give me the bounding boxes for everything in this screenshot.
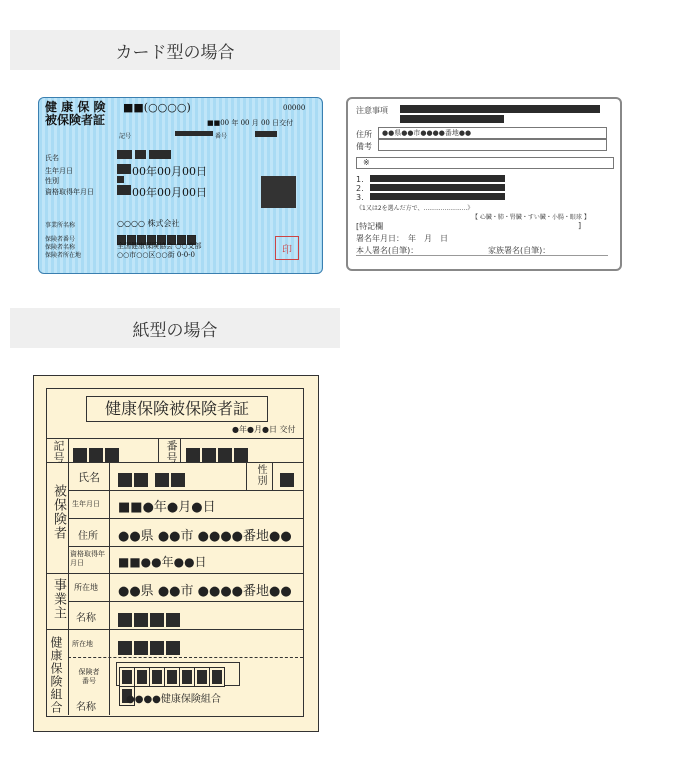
paper-issue-date: ●年●月●日 交付 (232, 425, 296, 434)
employer-label: 事業主 (51, 578, 66, 620)
paper-location-value: ●●県 ●●市 ●●●●番地●● (118, 584, 292, 599)
union-label: 健康保険組合 (49, 636, 63, 714)
office-label: 事業所名称 (45, 222, 76, 229)
paper-union-location-redacted (118, 637, 182, 656)
family-sign: 家族署名(自筆)： (488, 246, 551, 255)
card-number: 00000 (283, 104, 306, 112)
sex-redacted (117, 176, 124, 183)
qual-value: 00年00月00日 (132, 186, 207, 199)
card-front-image (38, 97, 323, 274)
birth-value: 00年00月00日 (132, 165, 207, 178)
paper-location-label: 所在地 (74, 583, 98, 592)
issue-date: ■■00 年 00 月 00 日交付 (207, 119, 294, 127)
paper-address-value: ●●県 ●●市 ●●●●番地●● (118, 529, 292, 544)
paper-insurer-no-boxes (116, 662, 240, 686)
paper-bango-label: 番号 (165, 440, 178, 464)
paper-emp-name-label: 名称 (76, 613, 96, 624)
name-redacted (117, 150, 132, 159)
insurer-name-value: 全国健康保険協会 ○○支部 (117, 242, 202, 250)
paper-union-name-label: 名称 (76, 702, 96, 713)
paper-emp-name-redacted (118, 609, 182, 628)
photo-area (261, 176, 296, 208)
insured-label: 被保険者 (51, 484, 66, 540)
office-value: ○○○○ 株式会社 (117, 219, 180, 228)
paper-bango-redacted (186, 444, 250, 463)
paper-birth-value: ■■●年●月●日 (118, 500, 216, 515)
notes-redacted (400, 105, 600, 113)
paper-name-label: 氏名 (78, 471, 100, 484)
insurer-no-label: 保険者番号 (45, 236, 76, 243)
paper-name-redacted (118, 469, 187, 488)
name-label: 氏名 (45, 154, 59, 162)
remarks-box (378, 139, 607, 151)
card-type-heading: カード型の場合 (10, 30, 340, 70)
bango-redacted (255, 131, 277, 137)
remarks-label: 備考 (356, 142, 372, 151)
paper-kigo-redacted (73, 444, 121, 463)
organs-list: 【 心臓・肺・腎臓・すい臓・小腸・眼球 】 (472, 214, 590, 221)
special-label: [特記欄 (356, 222, 384, 231)
card-back-image: 注意事項 住所 ●●県●●市●●●●番地●● 備考 ※ 1. 2. 3. 《1又は2を選んだ方で、.......................》 【 心臓・肺・腎臓・すい臓・小腸・眼球 】 [特記欄 ] 署名年月日： 年 月 日 本人署名(自筆)： 家族署名(自筆)： (346, 97, 622, 271)
bango-label: 番号 (215, 133, 228, 140)
paper-sex-label: 性別 (255, 464, 266, 486)
insurer-name-label: 保険者名称 (45, 244, 76, 251)
birth-label: 生年月日 (45, 167, 73, 175)
paper-insurer-no-label: 保険者番号 (78, 668, 100, 685)
paper-union-location-label: 所在地 (72, 640, 93, 648)
insurer-addr-value: ○○市○○区○○街 0-0-0 (117, 251, 195, 259)
address-label: 住所 (356, 130, 372, 139)
self-sign: 本人署名(自筆)： (356, 246, 419, 255)
kigo-redacted (175, 131, 213, 136)
seal-stamp: 印 (275, 236, 299, 260)
sex-label: 性別 (45, 177, 59, 185)
paper-birth-label: 生年月日 (72, 500, 100, 508)
paper-kigo-label: 記号 (52, 440, 65, 464)
asterisk-box: ※ (356, 157, 614, 169)
paper-qual-value: ■■●●年●●日 (118, 555, 207, 569)
notes-label: 注意事項 (356, 106, 388, 115)
choose-note: 《1又は2を選んだ方で、.......................》 (356, 205, 474, 212)
paper-type-image (33, 375, 319, 732)
address-value: ●●県●●市●●●●番地●● (378, 127, 607, 139)
kigo-label: 記号 (119, 133, 132, 140)
paper-type-heading: 紙型の場合 (10, 308, 340, 348)
paper-address-label: 住所 (78, 531, 98, 542)
insurer-addr-label: 保険者所在地 (45, 252, 82, 259)
paper-title: 健康保険被保険者証 (86, 396, 268, 422)
paper-qual-label: 資格取得年月日 (70, 550, 105, 567)
insurer-type: ■■(○○○○) (123, 101, 191, 114)
paper-sex-redacted (280, 469, 296, 488)
sign-date: 署名年月日： 年 月 日 (356, 234, 448, 243)
card-title: 健 康 保 険 被保険者証 (45, 100, 106, 127)
qual-label: 資格取得年月日 (45, 188, 94, 196)
paper-union-name-value: ●●●●健康保険組合 (126, 694, 221, 705)
